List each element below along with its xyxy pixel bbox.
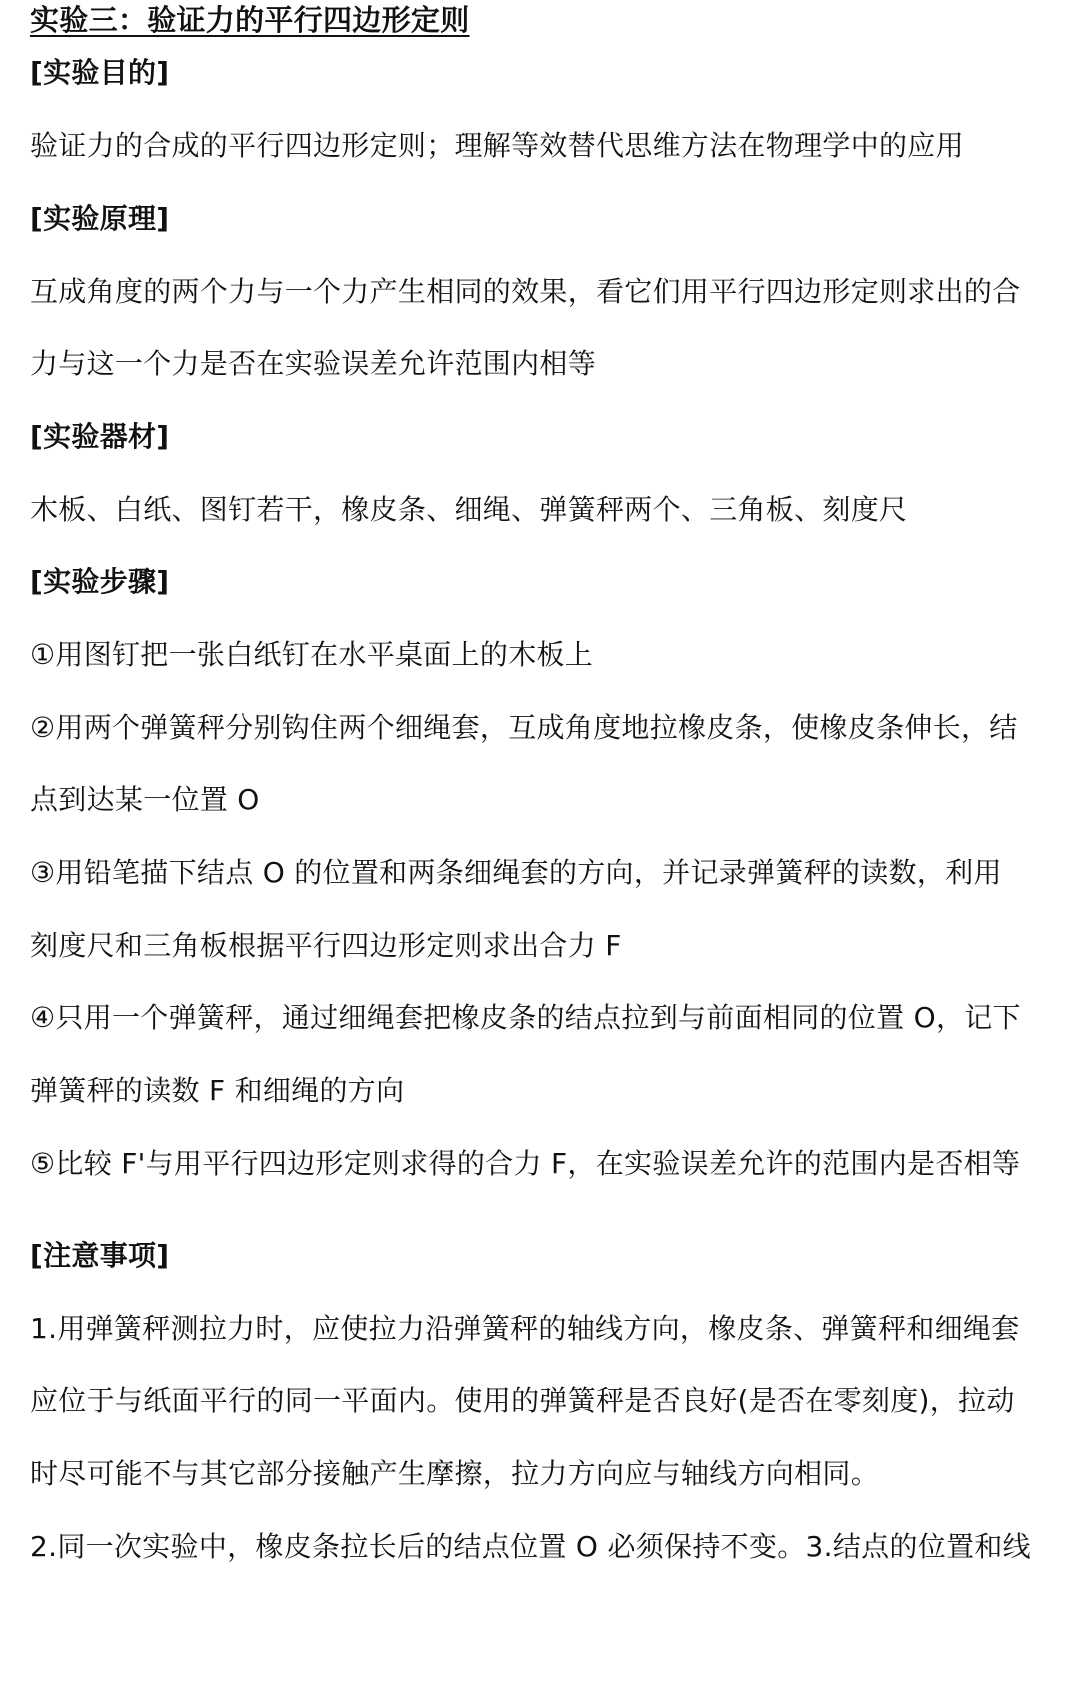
equipment-text: 木板、白纸、图钉若干，橡皮条、细绳、弹簧秤两个、三角板、刻度尺 [30,493,908,526]
step-2-line-2: 点到达某一位置 O [30,783,260,816]
steps-heading: [实验步骤] [30,565,170,598]
note-line-1: 1.用弹簧秤测拉力时，应使拉力沿弹簧秤的轴线方向，橡皮条、弹簧秤和细绳套 [30,1312,1020,1345]
notes-heading: [注意事项] [30,1239,170,1272]
step-2-line-1: ②用两个弹簧秤分别钩住两个细绳套，互成角度地拉橡皮条，使橡皮条伸长，结 [30,711,1018,744]
step-1: ①用图钉把一张白纸钉在水平桌面上的木板上 [30,638,594,671]
equipment-heading: [实验器材] [30,420,170,453]
step-4-line-1: ④只用一个弹簧秤，通过细绳套把橡皮条的结点拉到与前面相同的位置 O，记下 [30,1001,1021,1034]
principle-heading: [实验原理] [30,202,170,235]
note-line-3: 时尽可能不与其它部分接触产生摩擦，拉力方向应与轴线方向相同。 [30,1457,880,1490]
purpose-heading: [实验目的] [30,56,170,89]
note-line-2: 应位于与纸面平行的同一平面内。使用的弹簧秤是否良好(是否在零刻度)，拉动 [30,1384,1015,1417]
purpose-text: 验证力的合成的平行四边形定则；理解等效替代思维方法在物理学中的应用 [30,129,964,162]
step-5: ⑤比较 F'与用平行四边形定则求得的合力 F，在实验误差允许的范围内是否相等 [30,1147,1021,1180]
step-3-line-2: 刻度尺和三角板根据平行四边形定则求出合力 F [30,929,622,962]
principle-line-2: 力与这一个力是否在实验误差允许范围内相等 [30,347,597,380]
note-line-4: 2.同一次实验中，橡皮条拉长后的结点位置 O 必须保持不变。3.结点的位置和线 [30,1530,1031,1563]
principle-line-1: 互成角度的两个力与一个力产生相同的效果，看它们用平行四边形定则求出的合 [30,275,1021,308]
document-page [30,0,1060,1685]
document-title: 实验三：验证力的平行四边形定则 [30,3,470,37]
step-4-line-2: 弹簧秤的读数 F 和细绳的方向 [30,1074,405,1107]
step-3-line-1: ③用铅笔描下结点 O 的位置和两条细绳套的方向，并记录弹簧秤的读数，利用 [30,856,1002,889]
